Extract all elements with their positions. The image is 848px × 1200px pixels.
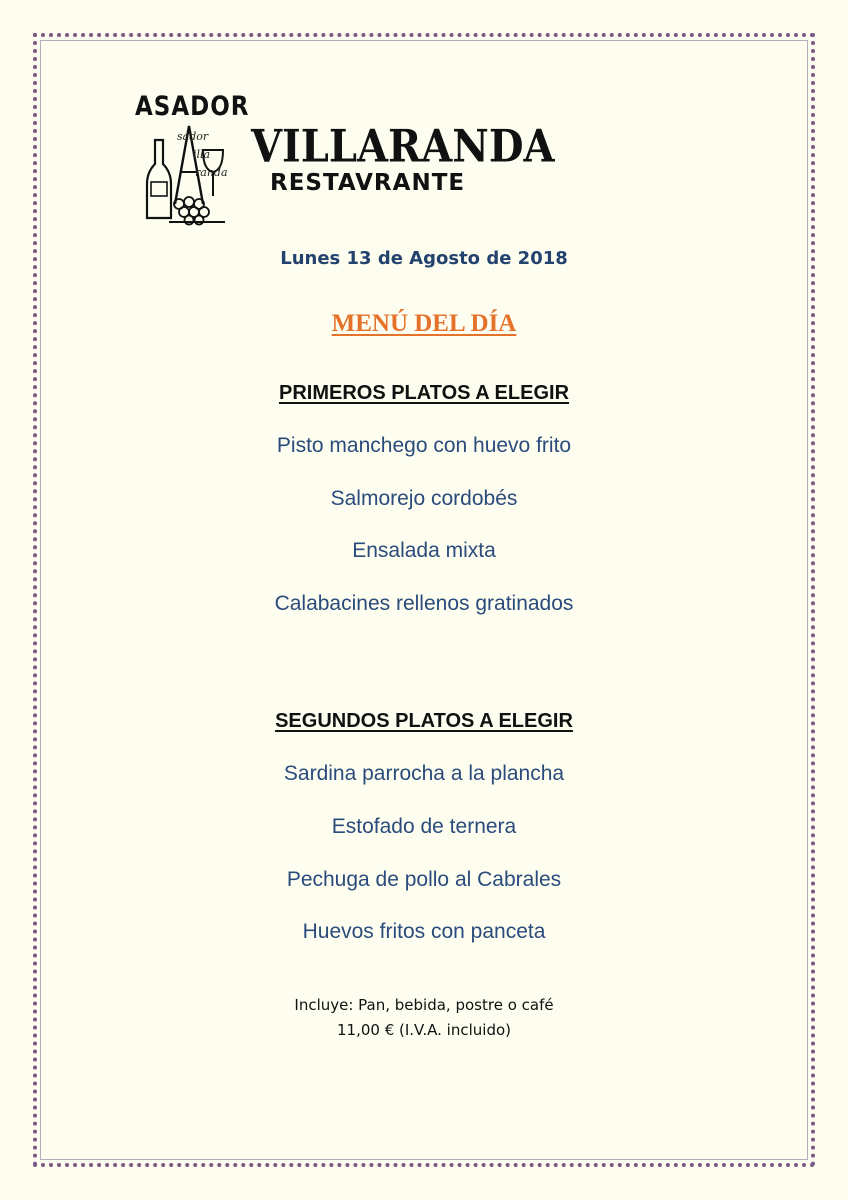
dish-item: Salmorejo cordobés (330, 487, 518, 510)
includes-text: Incluye: Pan, bebida, postre o café (294, 996, 554, 1014)
dish-item: Huevos fritos con panceta (302, 920, 546, 943)
price-text: 11,00 € (I.V.A. incluido) (336, 1021, 511, 1039)
logo-asador-text: ASADOR (135, 92, 250, 122)
dish-item: Calabacines rellenos gratinados (274, 592, 574, 615)
menu-date: Lunes 13 de Agosto de 2018 (280, 248, 568, 269)
section-heading-primeros: PRIMEROS PLATOS A ELEGIR (278, 382, 570, 404)
dish-item: Sardina parrocha a la plancha (283, 762, 565, 785)
restaurant-logo (133, 92, 555, 227)
logo-script-3: randa (195, 166, 228, 179)
logo-script-1: sador (177, 130, 209, 143)
section-heading-segundos: SEGUNDOS PLATOS A ELEGIR (275, 710, 573, 732)
menu-title: MENÚ DEL DÍA (331, 310, 517, 337)
logo-restaurante-text: RESTAVRANTE (270, 170, 466, 196)
dish-item: Pechuga de pollo al Cabrales (286, 868, 562, 891)
wine-bottle-grapes-icon (133, 92, 243, 227)
dish-item: Ensalada mixta (352, 539, 496, 562)
logo-script-2: illa (193, 148, 211, 161)
dish-item: Pisto manchego con huevo frito (276, 434, 572, 457)
logo-villaranda-text: VILLARANDA (251, 120, 555, 173)
dish-item: Estofado de ternera (331, 815, 517, 838)
